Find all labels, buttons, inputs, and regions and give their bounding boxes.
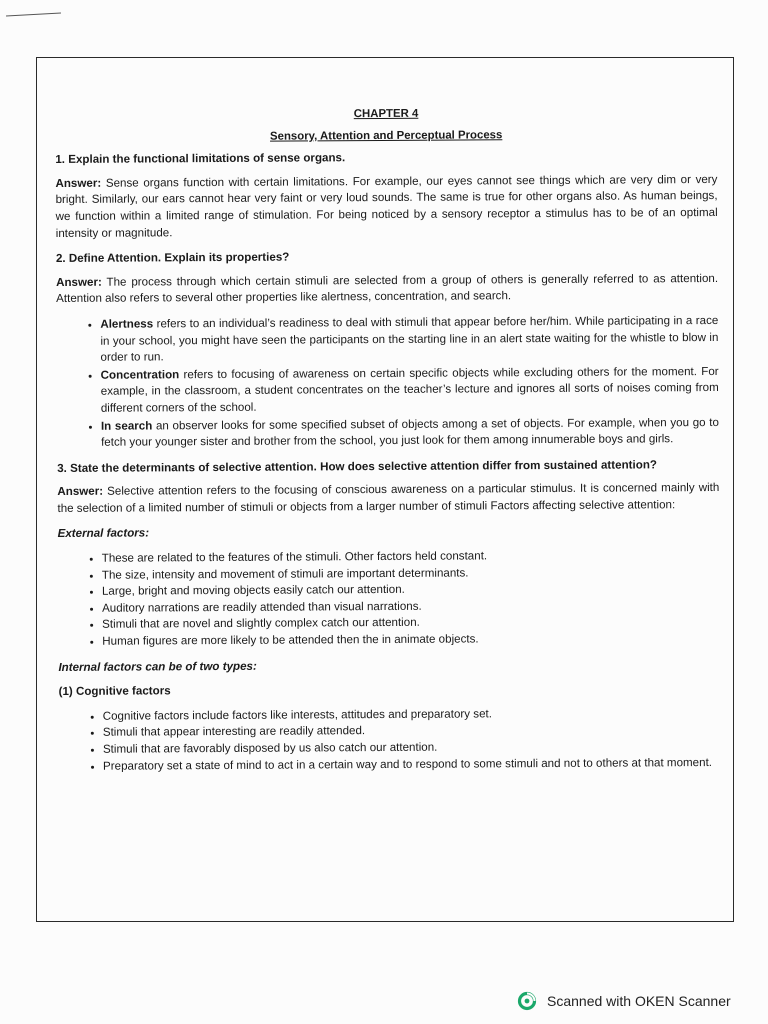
property-text: an observer looks for some specified subset of objects among a set of objects. For example, when you go to fetch your younger sister and brother from the school, you just look for them among innumerable boys and girls. bbox=[101, 415, 719, 449]
list-item: • Stimuli that are novel and slightly complex catch our attention. bbox=[102, 613, 720, 633]
external-factors-list bbox=[58, 547, 721, 651]
question-2: 2. Define Attention. Explain its properties? bbox=[55, 250, 290, 266]
list-item: • Auditory narrations are readily attended than visual narrations. bbox=[102, 597, 720, 617]
document-content bbox=[55, 104, 721, 784]
question-3: 3. State the determinants of selective attention. How does selective attention differ from sustained attention? bbox=[57, 458, 658, 475]
scan-mark bbox=[6, 13, 61, 17]
attention-properties-list bbox=[56, 313, 719, 452]
external-factors-heading: External factors: bbox=[57, 526, 150, 541]
list-item bbox=[101, 364, 719, 418]
scanner-watermark bbox=[517, 991, 731, 1011]
question-1: 1. Explain the functional limitations of sense organs. bbox=[55, 151, 346, 167]
answer-text: Selective attention refers to the focusing of conscious awareness on a particular stimulus. It is concerned mainly with the selection of a limited number of stimuli or objects from a larger number of stimuli Factors affecting selective attention: bbox=[57, 481, 720, 515]
list-item: • Large, bright and moving objects easily catch our attention. bbox=[102, 580, 720, 600]
list-item bbox=[100, 313, 718, 367]
cognitive-factors-list bbox=[59, 705, 721, 775]
list-item bbox=[101, 414, 719, 451]
answer-2 bbox=[56, 271, 718, 308]
property-text: refers to an individual’s readiness to deal with stimuli that appear before her/him. While participating in a race in your school, you might have seen the participants on the starting line in an alert state waiting for the whistle to blow in order to run. bbox=[100, 313, 719, 364]
property-term: In search bbox=[100, 418, 153, 433]
chapter-title: CHAPTER 4 bbox=[353, 107, 419, 121]
internal-factors-heading: Internal factors can be of two types: bbox=[58, 659, 257, 674]
answer-text: The process through which certain stimuli are selected from a group of others is generally referred to as attention. Attention also refers to several other properties like alertness, concentration, and search. bbox=[56, 271, 719, 306]
property-term: Concentration bbox=[100, 367, 180, 382]
list-item: • These are related to the features of the stimuli. Other factors held constant. bbox=[102, 547, 720, 567]
list-item: • Stimuli that appear interesting are readily attended. bbox=[103, 721, 721, 741]
answer-text: Sense organs function with certain limitations. For example, our eyes cannot see things which are very dim or very bright. Similarly, our ears cannot hear very faint or very loud sounds. The same is true for other organs also. As human beings, we function within a limited range of stimulation. For being noticed by a sensory receptor a stimulus has to be of an optimal intensity or magnitude. bbox=[55, 172, 718, 240]
answer-3 bbox=[57, 480, 719, 517]
scanner-watermark-label: Scanned with OKEN Scanner bbox=[547, 993, 731, 1009]
cognitive-factors-heading: (1) Cognitive factors bbox=[58, 684, 171, 699]
chapter-subtitle: Sensory, Attention and Perceptual Process bbox=[269, 128, 503, 143]
answer-1 bbox=[55, 172, 717, 242]
property-term: Alertness bbox=[100, 317, 154, 331]
list-item: • Preparatory set a state of mind to act in a certain way and to respond to some stimuli and not to others at that moment. bbox=[103, 755, 721, 775]
answer-label: Answer: bbox=[56, 275, 102, 289]
list-item: • The size, intensity and movement of stimuli are important determinants. bbox=[102, 564, 720, 584]
answer-label: Answer: bbox=[57, 484, 104, 499]
property-text: refers to focusing of awareness on certain specific objects while excluding others for the moment. For example, in the classroom, a student concentrates on the teacher’s lecture and ignores all sorts of noises coming from different corners of the school. bbox=[100, 364, 719, 415]
oken-scanner-logo-icon bbox=[517, 991, 537, 1011]
list-item: • Stimuli that are favorably disposed by us also catch our attention. bbox=[103, 738, 721, 758]
list-item: • Human figures are more likely to be attended then the in animate objects. bbox=[102, 630, 720, 650]
list-item: • Cognitive factors include factors like interests, attitudes and preparatory set. bbox=[103, 705, 721, 725]
answer-label: Answer: bbox=[55, 176, 102, 190]
